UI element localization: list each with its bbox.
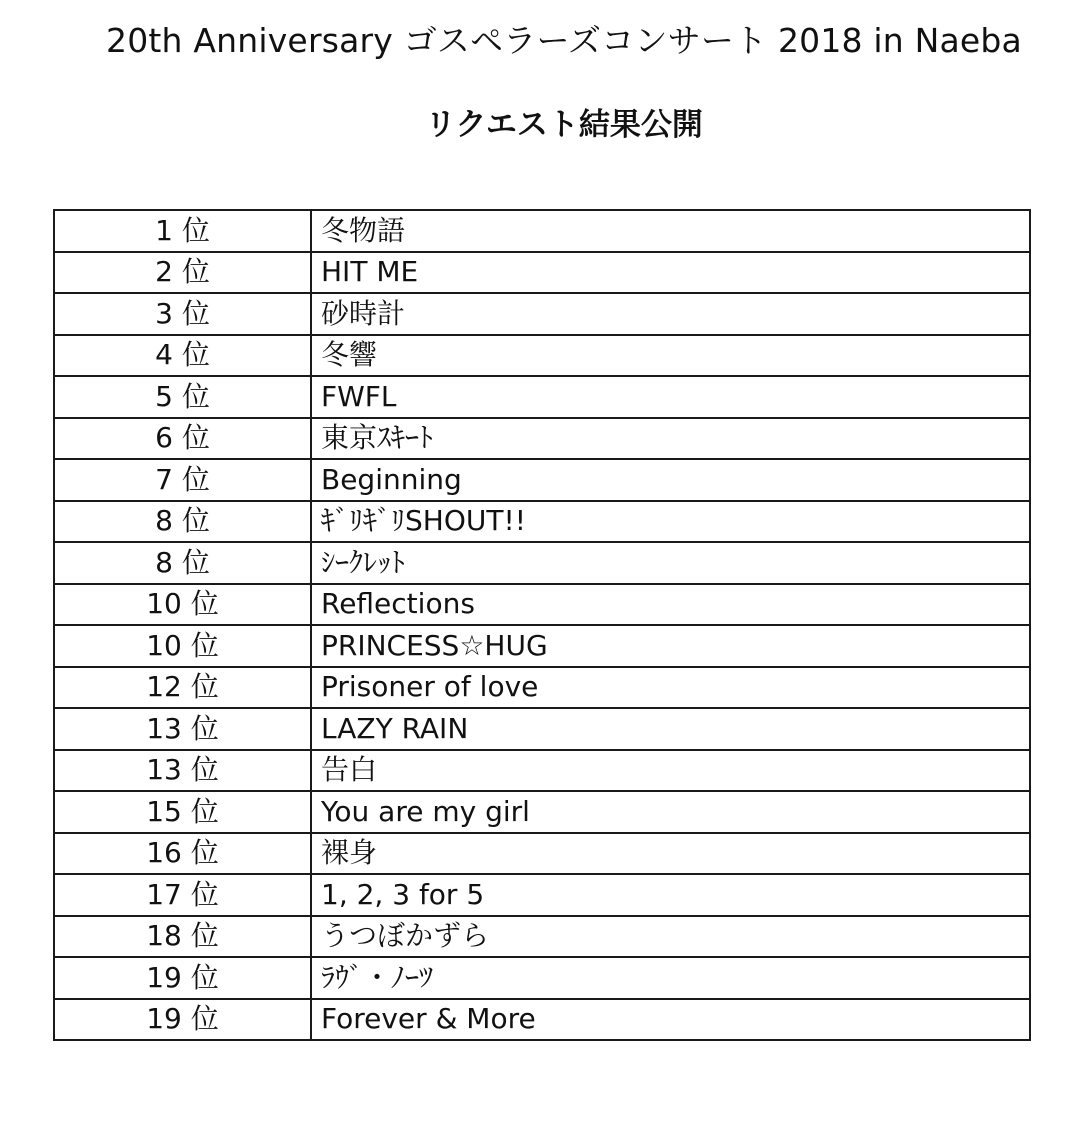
rank-cell: 13 位	[54, 708, 311, 750]
table-row	[54, 874, 1030, 916]
song-title-cell: LAZY RAIN	[311, 708, 1030, 750]
rank-cell: 2 位	[54, 252, 311, 294]
song-title-cell: Prisoner of love	[311, 667, 1030, 709]
song-title-cell: Beginning	[311, 459, 1030, 501]
rank-cell: 5 位	[54, 376, 311, 418]
song-title-cell: うつぼかずら	[311, 916, 1030, 958]
song-title-cell: 冬物語	[311, 210, 1030, 252]
rank-cell: 15 位	[54, 791, 311, 833]
rank-cell: 19 位	[54, 957, 311, 999]
song-title-cell: Forever & More	[311, 999, 1030, 1041]
table-row	[54, 252, 1030, 294]
rank-cell: 10 位	[54, 584, 311, 626]
rank-cell: 17 位	[54, 874, 311, 916]
ranking-table	[53, 209, 1031, 1041]
rank-cell: 7 位	[54, 459, 311, 501]
table-row	[54, 293, 1030, 335]
table-row	[54, 584, 1030, 626]
rank-cell: 8 位	[54, 501, 311, 543]
song-title-cell: 1, 2, 3 for 5	[311, 874, 1030, 916]
rank-cell: 8 位	[54, 542, 311, 584]
song-title-cell: 裸身	[311, 833, 1030, 875]
song-title-cell: 東京ｽｷｰﾄ	[311, 418, 1030, 460]
table-row	[54, 625, 1030, 667]
rank-cell: 6 位	[54, 418, 311, 460]
table-row	[54, 750, 1030, 792]
table-row	[54, 916, 1030, 958]
table-row	[54, 542, 1030, 584]
rank-cell: 16 位	[54, 833, 311, 875]
song-title-cell: ｼｰｸﾚｯﾄ	[311, 542, 1030, 584]
song-title-cell: Reflections	[311, 584, 1030, 626]
table-row	[54, 210, 1030, 252]
song-title-cell: 砂時計	[311, 293, 1030, 335]
song-title-cell: PRINCESS☆HUG	[311, 625, 1030, 667]
song-title-cell: FWFL	[311, 376, 1030, 418]
song-title-cell: ｷﾞﾘｷﾞﾘSHOUT!!	[311, 501, 1030, 543]
table-row	[54, 957, 1030, 999]
song-title-cell: HIT ME	[311, 252, 1030, 294]
table-row	[54, 335, 1030, 377]
rank-cell: 4 位	[54, 335, 311, 377]
table-row	[54, 708, 1030, 750]
table-row	[54, 501, 1030, 543]
rank-cell: 19 位	[54, 999, 311, 1041]
song-title-cell: You are my girl	[311, 791, 1030, 833]
rank-cell: 13 位	[54, 750, 311, 792]
song-title-cell: 冬響	[311, 335, 1030, 377]
rank-cell: 12 位	[54, 667, 311, 709]
table-row	[54, 667, 1030, 709]
document-title: 20th Anniversary ゴスペラーズコンサート 2018 in Naeba	[106, 21, 1022, 60]
song-title-cell: 告白	[311, 750, 1030, 792]
song-title-cell: ﾗｳﾞ・ﾉｰﾂ	[311, 957, 1030, 999]
table-row	[54, 459, 1030, 501]
rank-cell: 1 位	[54, 210, 311, 252]
table-row	[54, 418, 1030, 460]
rank-cell: 10 位	[54, 625, 311, 667]
rank-cell: 3 位	[54, 293, 311, 335]
document-subtitle: リクエスト結果公開	[425, 107, 703, 143]
rank-cell: 18 位	[54, 916, 311, 958]
table-row	[54, 376, 1030, 418]
ranking-table-body	[54, 210, 1030, 1040]
table-row	[54, 791, 1030, 833]
table-row	[54, 999, 1030, 1041]
table-row	[54, 833, 1030, 875]
